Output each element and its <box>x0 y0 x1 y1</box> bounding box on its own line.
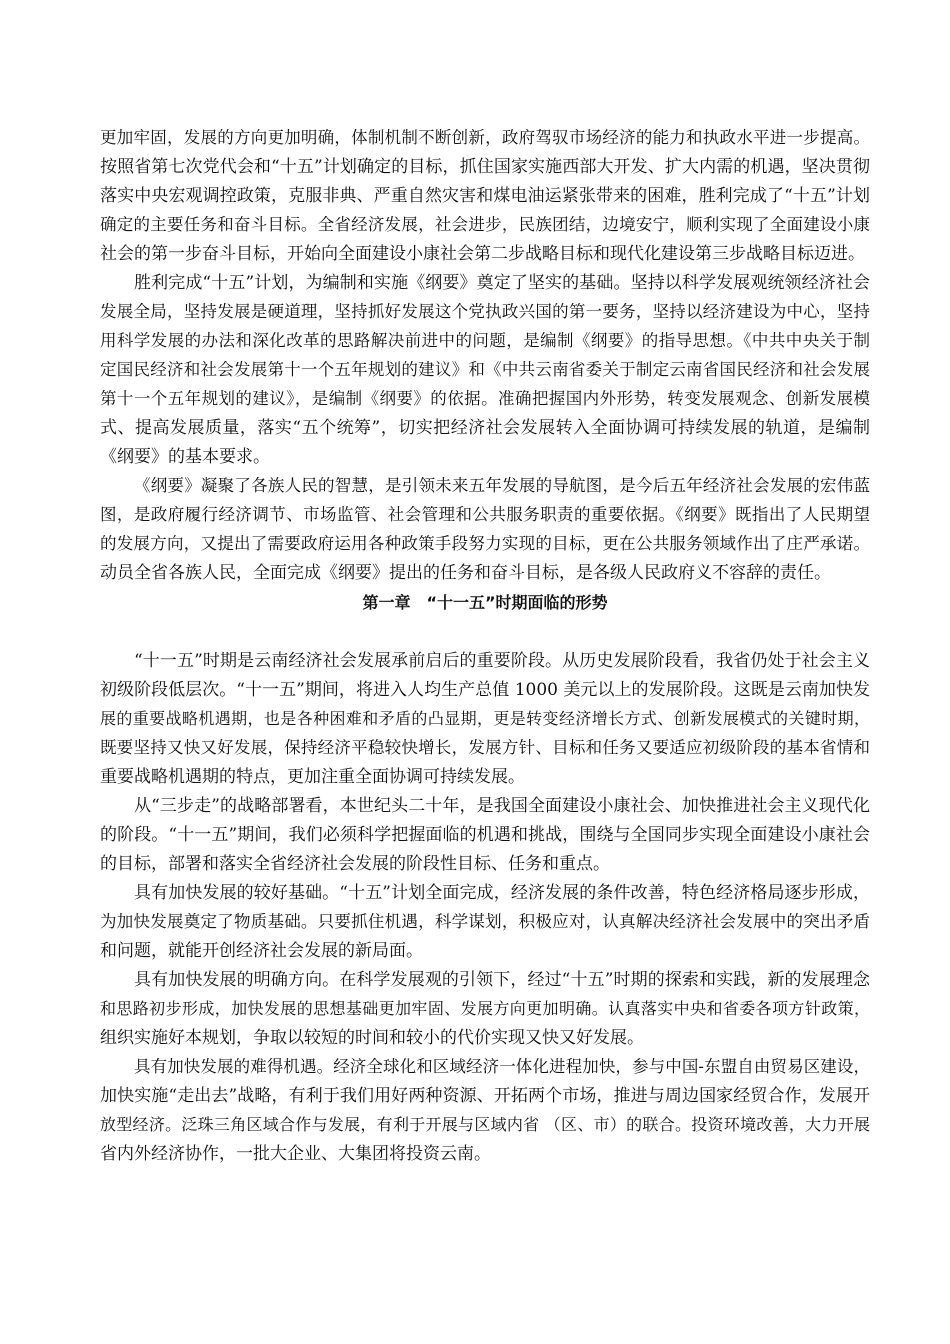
text-line: 第十一个五年规划的建议》，是编制《纲要》的依据。准确把握国内外形势，转变发展观念、创新发展模 <box>100 389 870 408</box>
text-line: 式、提高发展质量，落实“五个统筹”，切实把经济社会发展转入全面协调可持续发展的轨道，是编制 <box>100 418 870 438</box>
text-line: 既要坚持又快又好发展，保持经济平稳较快增长，发展方针、目标和任务又要适应初级阶段的基本省情和 <box>100 738 870 757</box>
document-page <box>100 0 870 1344</box>
text-line: “十一五”时期是云南经济社会发展承前启后的重要阶段。从历史发展阶段看，我省仍处于社会主义 <box>134 651 870 671</box>
text-line: 具有加快发展的难得机遇。经济全球化和区域经济一体化进程加快，参与中国-东盟自由贸易区建设， <box>134 1057 870 1076</box>
text-line: 发展全局，坚持发展是硬道理，坚持抓好发展这个党执政兴国的第一要务，坚持以经济建设为中心，坚持 <box>100 302 870 321</box>
text-line: 《纲要》的基本要求。 <box>100 447 270 467</box>
text-line: 为加快发展奠定了物质基础。只要抓住机遇，科学谋划，积极应对，认真解决经济社会发展中的突出矛盾 <box>100 912 870 931</box>
text-line: 用科学发展的办法和深化改革的思路解决前进中的问题，是编制《纲要》的指导思想。《中共中央关于制 <box>100 331 870 350</box>
text-line: 省内外经济协作，一批大企业、大集团将投资云南。 <box>100 1144 491 1164</box>
text-line: 按照省第七次党代会和“十五”计划确定的目标，抓住国家实施西部大开发、扩大内需的机遇，坚决贯彻 <box>100 157 870 177</box>
text-line: 《纲要》凝聚了各族人民的智慧，是引领未来五年发展的导航图，是今后五年经济社会发展的宏伟蓝 <box>134 476 870 495</box>
text-line: 具有加快发展的明确方向。在科学发展观的引领下，经过“十五”时期的探索和实践，新的发展理念 <box>134 970 870 990</box>
text-line: 动员全省各族人民，全面完成《纲要》提出的任务和奋斗目标，是各级人民政府义不容辞的责任。 <box>100 563 831 583</box>
text-line: 社会的第一步奋斗目标，开始向全面建设小康社会第二步战略目标和现代化建设第三步战略目标迈进。 <box>100 244 865 264</box>
text-line: 重要战略机遇期的特点，更加注重全面协调可持续发展。 <box>100 767 525 787</box>
text-line: 加快实施“走出去”战略，有利于我们用好两种资源、开拓两个市场，推进与周边国家经贸合作，发展开 <box>100 1086 870 1106</box>
text-line: 组织实施好本规划，争取以较短的时间和较小的代价实现又快又好发展。 <box>100 1028 644 1048</box>
text-line: 放型经济。泛珠三角区域合作与发展，有利于开展与区域内省 （区、市）的联合。投资环境改善，大力开展 <box>100 1115 870 1134</box>
chapter-heading: 第一章 “十一五”时期面临的形势 <box>362 593 608 612</box>
text-line: 确定的主要任务和奋斗目标。全省经济发展，社会进步，民族团结，边境安宁，顺利实现了全面建设小康 <box>100 215 870 234</box>
text-line: 展的重要战略机遇期，也是各种困难和矛盾的凸显期，更是转变经济增长方式、创新发展模式的关键时期， <box>100 709 870 728</box>
text-line: 更加牢固，发展的方向更加明确，体制机制不断创新，政府驾驭市场经济的能力和执政水平进一步提高。 <box>100 128 870 147</box>
text-line: 落实中央宏观调控政策，克服非典、严重自然灾害和煤电油运紧张带来的困难，胜利完成了“十五”计划 <box>100 186 870 206</box>
text-line: 从“三步走”的战略部署看，本世纪头二十年，是我国全面建设小康社会、加快推进社会主义现代化 <box>134 796 870 816</box>
text-line: 胜利完成“十五”计划，为编制和实施《纲要》奠定了坚实的基础。坚持以科学发展观统领经济社会 <box>134 273 870 293</box>
text-line: 和思路初步形成，加快发展的思想基础更加牢固、发展方向更加明确。认真落实中央和省委各项方针政策， <box>100 999 870 1018</box>
text-line: 和问题，就能开创经济社会发展的新局面。 <box>100 941 423 961</box>
text-line: 初级阶段低层次。“十一五”期间，将进入人均生产总值 1000 美元以上的发展阶段。这既是云南加快发 <box>100 680 870 700</box>
text-line: 的阶段。“十一五”期间，我们必须科学把握面临的机遇和挑战，围绕与全国同步实现全面建设小康社会 <box>100 825 870 845</box>
text-line: 的目标，部署和落实全省经济社会发展的阶段性目标、任务和重点。 <box>100 854 610 874</box>
text-line: 具有加快发展的较好基础。“十五”计划全面完成，经济发展的条件改善，特色经济格局逐步形成， <box>134 883 870 903</box>
text-line: 图，是政府履行经济调节、市场监管、社会管理和公共服务职责的重要依据。《纲要》既指出了人民期望 <box>100 505 870 524</box>
text-line: 的发展方向，又提出了需要政府运用各种政策手段努力实现的目标，更在公共服务领域作出了庄严承诺。 <box>100 534 870 553</box>
text-line: 定国民经济和社会发展第十一个五年规划的建议》和《中共云南省委关于制定云南省国民经济和社会发展 <box>100 360 870 379</box>
